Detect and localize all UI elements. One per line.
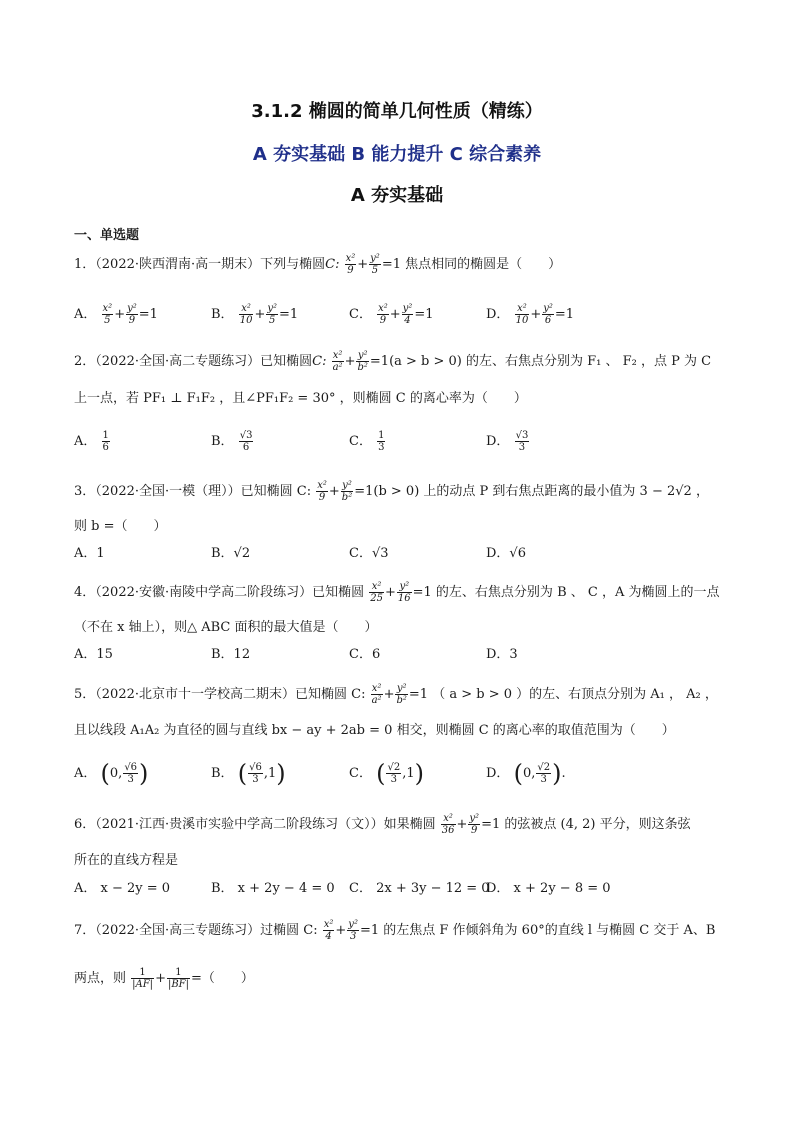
question-7-text-2: 两点，则 <box>74 971 127 986</box>
section-title: A 夯实基础 <box>350 185 444 206</box>
q1-option-c[interactable]: C． $\frac{\text{x²}}{9}$ + $\frac{\text{y²}}{4}$ =1 <box>349 303 434 326</box>
option-label: B． <box>211 307 234 322</box>
fraction: $\frac{√3}{6}$ <box>239 430 253 453</box>
q1-option-d[interactable]: D． $\frac{\text{x²}}{10}$ + $\frac{\text{y²}}{6}$ =1 <box>486 303 575 326</box>
question-2: 2．（2022·全国·高二专题练习）已知椭圆C: $\frac{\text{x²}}{\text{a²}}$ + $\frac{\text{y²}}{\text{b²}}$ =1(a > b > 0) 的左、右焦点分别为 F₁ 、 F₂ ，点 P 为 C <box>74 350 712 373</box>
q5-option-b[interactable]: B． ( $\frac{√6}{3}$ ,1) <box>211 759 286 788</box>
fraction: $\frac{\text{y²}}{6}$ <box>543 303 553 326</box>
fraction: $\frac{\text{y²}}{3}$ <box>348 919 358 942</box>
fraction: $\frac{\text{x²}}{9}$ <box>345 253 356 276</box>
question-1-text-end: =1 焦点相同的椭圆是（ ） <box>381 257 562 272</box>
q4-option-d[interactable]: D．3 <box>486 647 518 662</box>
section-heading: 一、单选题 <box>74 228 140 243</box>
question-3-text-end: =1(b > 0) 上的动点 P 到右焦点距离的最小值为 3 − 2√2 ， <box>354 484 709 499</box>
option-label: B． <box>211 434 234 449</box>
fraction: $\frac{1}{|BF|}$ <box>167 967 189 990</box>
fraction: $\frac{\text{x²}}{\text{a²}}$ <box>332 350 343 373</box>
question-4-text: 4．（2022·安徽·南陵中学高二阶段练习）已知椭圆 <box>74 585 365 600</box>
question-5: 5．（2022·北京市十一学校高二期末）已知椭圆 C: $\frac{\text{x²}}{\text{a²}}$ + $\frac{\text{y²}}{\text{b²}}$ =1 （ a > b > 0 ）的左、右顶点分别为 A₁ ， A₂ ， <box>74 683 718 706</box>
fraction: $\frac{\text{y²}}{9}$ <box>127 303 137 326</box>
q1-option-b[interactable]: B． $\frac{\text{x²}}{10}$ + $\frac{\text{y²}}{5}$ =1 <box>211 303 299 326</box>
option-label: A． <box>74 766 97 781</box>
option-label: C． <box>349 434 372 449</box>
option-label: D． <box>486 434 510 449</box>
fraction: $\frac{1}{6}$ <box>102 430 109 453</box>
q3-option-b[interactable]: B．√2 <box>211 546 251 561</box>
question-5-line-2: 且以线段 A₁A₂ 为直径的圆与直线 bx − ay + 2ab = 0 相交，则椭圆 C 的离心率的取值范围为（ ） <box>74 723 675 738</box>
fraction: $\frac{\text{x²}}{9}$ <box>317 480 327 503</box>
fraction: $\frac{\text{x²}}{9}$ <box>378 303 388 326</box>
question-5-text-end: =1 （ a > b > 0 ）的左、右顶点分别为 A₁ ， A₂ ， <box>408 687 718 702</box>
q3-option-d[interactable]: D．√6 <box>486 546 526 561</box>
option-label: B． <box>211 766 234 781</box>
question-7-text: 7．（2022·全国·高三专题练习）过椭圆 C: <box>74 923 318 938</box>
fraction: $\frac{\text{x²}}{4}$ <box>323 919 334 942</box>
q3-option-a[interactable]: A．1 <box>74 546 105 561</box>
q4-option-c[interactable]: C．6 <box>349 647 381 662</box>
fraction: $\frac{√2}{3}$ <box>537 762 551 785</box>
fraction: $\frac{\text{x²}}{25}$ <box>370 581 383 604</box>
fraction: $\frac{√2}{3}$ <box>387 762 401 785</box>
question-2-text: 2．（2022·全国·高二专题练习）已知椭圆 <box>74 354 313 369</box>
fraction: $\frac{\text{x²}}{\text{a²}}$ <box>371 683 382 706</box>
question-4-line-2: （不在 x 轴上），则△ ABC 面积的最大值是（ ） <box>74 620 378 635</box>
option-label: D． <box>486 307 510 322</box>
q1-option-a[interactable]: A． $\frac{\text{x²}}{5}$ + $\frac{\text{y²}}{9}$ =1 <box>74 303 158 326</box>
fraction: $\frac{\text{x²}}{10}$ <box>239 303 253 326</box>
question-4: 4．（2022·安徽·南陵中学高二阶段练习）已知椭圆 $\frac{\text{x²}}{25}$ + $\frac{\text{y²}}{16}$ =1 的左、右焦点分别为 B 、 C ，A 为椭圆上的一点 <box>74 581 720 604</box>
question-6-line-2: 所在的直线方程是 <box>74 853 179 868</box>
q4-option-a[interactable]: A．15 <box>74 647 113 662</box>
fraction: $\frac{\text{y²}}{4}$ <box>402 303 413 326</box>
question-6-text: 6．（2021·江西·贵溪市实验中学高二阶段练习（文））如果椭圆 <box>74 817 436 832</box>
question-7-line-2: 两点，则 $\frac{1}{|AF|}$ + $\frac{1}{|BF|}$ =（ ） <box>74 967 254 990</box>
question-7-text-end: =1 的左焦点 F 作倾斜角为 60°的直线 l 与椭圆 C 交于 A、B <box>359 923 716 938</box>
fraction: $\frac{1}{|AF|}$ <box>132 967 154 990</box>
option-label: A． <box>74 434 97 449</box>
question-2-text-end: =1(a > b > 0) 的左、右焦点分别为 F₁ 、 F₂ ，点 P 为 C <box>369 354 712 369</box>
question-6: 6．（2021·江西·贵溪市实验中学高二阶段练习（文））如果椭圆 $\frac{\text{x²}}{36}$ + $\frac{\text{y²}}{9}$ =1 的弦被点 (4, 2) 平分，则这条弦 <box>74 813 691 836</box>
q2-option-c[interactable] <box>349 430 386 453</box>
page-title: 3.1.2 椭圆的简单几何性质（精练） <box>251 101 543 122</box>
question-6-text-end: =1 的弦被点 (4, 2) 平分，则这条弦 <box>481 817 691 832</box>
fraction: $\frac{√6}{3}$ <box>124 762 138 785</box>
fraction: $\frac{√6}{3}$ <box>249 762 262 785</box>
option-label: C． <box>349 307 372 322</box>
q6-option-c[interactable]: C． 2x + 3y − 12 = 0 <box>349 881 490 896</box>
question-3-text: 3．（2022·全国·一模（理））已知椭圆 C: <box>74 484 312 499</box>
fraction: $\frac{\text{x²}}{10}$ <box>515 303 529 326</box>
fraction: $\frac{\text{y²}}{5}$ <box>370 253 380 276</box>
question-4-text-end: =1 的左、右焦点分别为 B 、 C ，A 为椭圆上的一点 <box>412 585 720 600</box>
fraction: $\frac{\text{x²}}{5}$ <box>102 303 113 326</box>
question-2-line-2: 上一点，若 PF₁ ⊥ F₁F₂ ，且∠PF₁F₂ = 30° ，则椭圆 C 的离心率为（ ） <box>74 391 527 406</box>
fraction: $\frac{\text{y²}}{5}$ <box>267 303 278 326</box>
question-5-text: 5．（2022·北京市十一学校高二期末）已知椭圆 C: <box>74 687 366 702</box>
option-label: C． <box>349 766 372 781</box>
q2-option-b[interactable] <box>211 430 254 453</box>
q2-option-d[interactable] <box>486 430 530 453</box>
q6-option-d[interactable]: D． x + 2y − 8 = 0 <box>486 881 611 896</box>
question-3: 3．（2022·全国·一模（理））已知椭圆 C: $\frac{\text{x²}}{9}$ + $\frac{\text{y²}}{\text{b²}}$ =1(b > 0) 上的动点 P 到右焦点距离的最小值为 3 − 2√2 ， <box>74 480 709 503</box>
fraction: $\frac{\text{y²}}{\text{b²}}$ <box>396 683 407 706</box>
question-2-label: C: <box>312 354 327 369</box>
q3-option-c[interactable]: C．√3 <box>349 546 389 561</box>
question-7-text-2-end: =（ ） <box>191 971 254 986</box>
fraction: $\frac{1}{3}$ <box>378 430 385 453</box>
q2-option-a[interactable] <box>74 430 111 453</box>
fraction: $\frac{\text{y²}}{9}$ <box>469 813 480 836</box>
question-7: 7．（2022·全国·高三专题练习）过椭圆 C: $\frac{\text{x²}}{4}$ + $\frac{\text{y²}}{3}$ =1 的左焦点 F 作倾斜角为 60°的直线 l 与椭圆 C 交于 A、B <box>74 919 716 942</box>
question-1: 1．（2022·陕西渭南·高一期末）下列与椭圆C: $\frac{\text{x²}}{9}$ + $\frac{\text{y²}}{5}$ =1 焦点相同的椭圆是（ ） <box>74 253 562 276</box>
q6-option-b[interactable]: B． x + 2y − 4 = 0 <box>211 881 335 896</box>
fraction: $\frac{\text{x²}}{36}$ <box>441 813 455 836</box>
question-1-label: C: <box>325 257 340 272</box>
option-label: D． <box>486 766 510 781</box>
page-subtitle: A 夯实基础 B 能力提升 C 综合素养 <box>252 144 542 165</box>
fraction: $\frac{\text{y²}}{16}$ <box>397 581 411 604</box>
question-3-line-2: 则 b =（ ） <box>74 519 167 534</box>
q5-option-c[interactable]: C． ( $\frac{√2}{3}$ ,1) <box>349 759 424 788</box>
q5-option-d[interactable]: D． (0, $\frac{√2}{3}$ ). <box>486 759 566 788</box>
fraction: $\frac{\text{y²}}{\text{b²}}$ <box>357 350 368 373</box>
option-label: A． <box>74 307 97 322</box>
fraction: $\frac{\text{y²}}{\text{b²}}$ <box>341 480 353 503</box>
q4-option-b[interactable]: B．12 <box>211 647 251 662</box>
question-1-text: 1．（2022·陕西渭南·高一期末）下列与椭圆 <box>74 257 326 272</box>
fraction: $\frac{√3}{3}$ <box>515 430 529 453</box>
q6-option-a[interactable]: A． x − 2y = 0 <box>74 881 171 896</box>
q5-option-a[interactable]: A． (0, $\frac{√6}{3}$ ) <box>74 759 149 788</box>
